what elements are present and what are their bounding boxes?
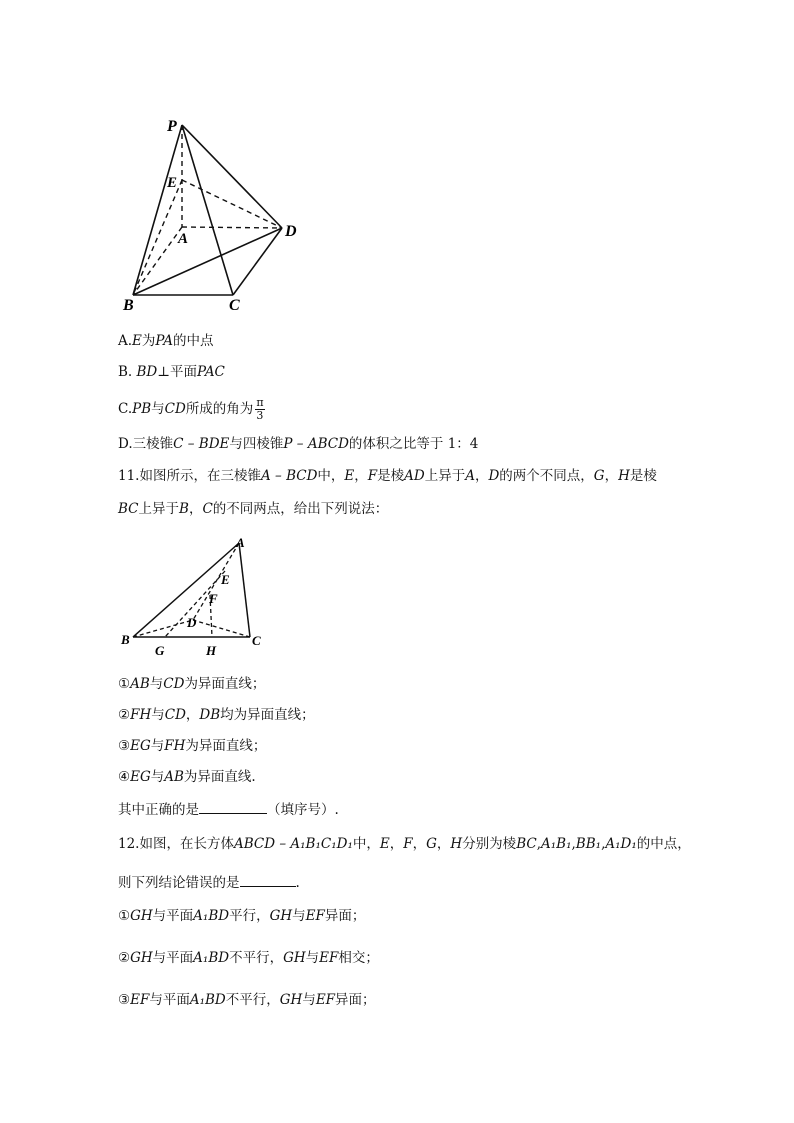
q12-statement-1: ①GH与平面A₁BD平行，GH与EF异面； bbox=[118, 908, 366, 924]
q11-statement-4: ④EG与AB为异面直线. bbox=[118, 769, 256, 785]
edge-cd bbox=[193, 620, 250, 637]
edge-cd bbox=[233, 228, 282, 295]
label-g: G bbox=[155, 643, 165, 658]
q11-statement-2: ②FH与CD，DB均为异面直线； bbox=[118, 707, 315, 723]
q11-statement-1: ①AB与CD为异面直线； bbox=[118, 676, 266, 692]
label-c: C bbox=[252, 633, 261, 648]
label-a: A bbox=[178, 231, 189, 247]
q11-statement-3: ③EG与FH为异面直线； bbox=[118, 738, 267, 754]
edge-ab bbox=[133, 543, 239, 637]
label-d: D bbox=[285, 223, 297, 240]
option-a: A.E为PA的中点 bbox=[118, 333, 214, 349]
edge-ad bbox=[193, 543, 239, 620]
pyramid-figure bbox=[110, 110, 310, 320]
answer-blank[interactable] bbox=[199, 799, 267, 814]
label-c: C bbox=[229, 297, 240, 314]
label-e: E bbox=[221, 572, 230, 587]
edge-ac bbox=[239, 543, 250, 637]
q12-statement-3: ③EF与平面A₁BD不平行，GH与EF异面； bbox=[118, 992, 376, 1008]
q11-answer-prompt: 其中正确的是 （填序号）. bbox=[118, 799, 339, 820]
q12-statement-2: ②GH与平面A₁BD不平行，GH与EF相交； bbox=[118, 950, 379, 966]
q11-stem-line1: 11.如图所示，在三棱锥A – BCD中，E，F是棱AD上异于A，D的两个不同点，G，H是棱 bbox=[118, 468, 657, 484]
edge-bd bbox=[133, 228, 282, 295]
fraction-pi-over-3: $\frac{\pi}{3}$ bbox=[256, 396, 264, 422]
label-a: A bbox=[236, 535, 245, 550]
q11-stem-line2: BC上异于B，C的不同两点，给出下列说法： bbox=[118, 501, 389, 517]
label-b: B bbox=[121, 632, 130, 647]
label-e: E bbox=[167, 175, 178, 191]
edge-pb bbox=[133, 125, 182, 295]
option-d: D.三棱锥C – BDE与四棱锥P – ABCD的体积之比等于 1：4 bbox=[118, 436, 479, 452]
edge-ad bbox=[182, 227, 282, 228]
label-p: P bbox=[167, 118, 177, 135]
edge-ed bbox=[182, 180, 282, 228]
label-f: F bbox=[209, 591, 218, 606]
label-h: H bbox=[206, 643, 217, 658]
q12-stem-line2: 则下列结论错误的是 . bbox=[118, 872, 300, 893]
option-c: C.PB与CD所成的角为 $\frac{\pi}{3}$ bbox=[118, 396, 264, 422]
option-b: B. BD⊥平面PAC bbox=[118, 364, 225, 380]
answer-blank[interactable] bbox=[240, 872, 296, 887]
q12-stem-line1: 12.如图，在长方体ABCD – A₁B₁C₁D₁中，E，F，G，H分别为棱BC,A₁B₁,BB₁,A₁D₁的中点， bbox=[118, 836, 691, 852]
tetrahedron-figure bbox=[115, 533, 275, 661]
label-b: B bbox=[123, 297, 134, 314]
label-d: D bbox=[187, 615, 197, 630]
